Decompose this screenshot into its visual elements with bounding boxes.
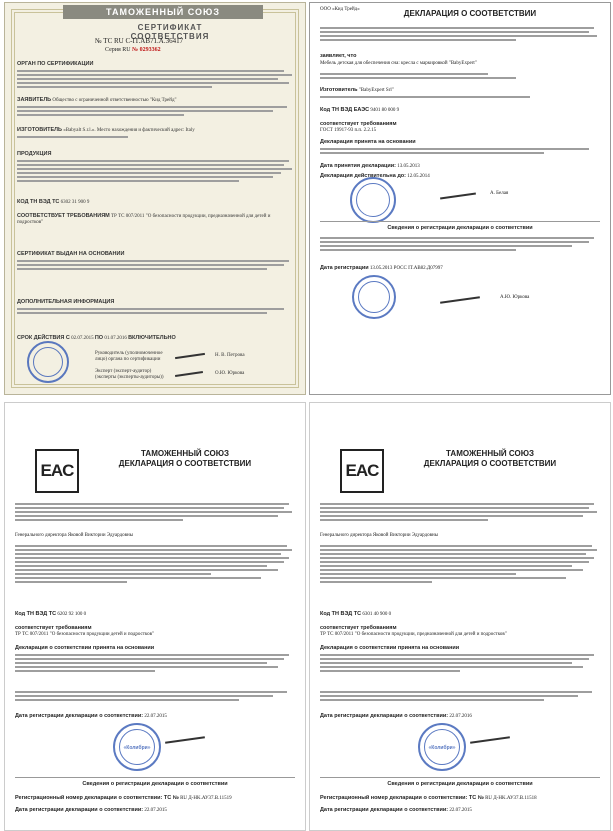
code-section: Код ТН ВЭД ТС 6301 40 900 0: [320, 611, 392, 617]
organ-section: ОРГАН ПО СЕРТИФИКАЦИИ: [17, 61, 295, 90]
valid-section: Декларация действительна до: 12.05.2014: [320, 173, 430, 179]
declaration-title: ТАМОЖЕННЫЙ СОЮЗ ДЕКЛАРАЦИЯ О СООТВЕТСТВИИ: [423, 449, 557, 468]
declaration-right: [309, 402, 611, 831]
registration-header: Сведения о регистрации декларации о соответствии: [82, 781, 228, 787]
extra-info-section: ДОПОЛНИТЕЛЬНАЯ ИНФОРМАЦИЯ: [17, 299, 295, 316]
company-stamp: «Колибри»: [113, 723, 161, 771]
standard-section: соответствует требованиям ГОСТ 19917-93 п.п. 2.2.15: [320, 121, 397, 133]
basis-section: Декларация принята на основании: [320, 139, 600, 156]
maker-section: Изготовитель "BabyExpert Srl": [320, 87, 600, 100]
issued-section: СЕРТИФИКАТ ВЫДАН НА ОСНОВАНИИ: [17, 251, 295, 272]
registration-number: Регистрационный номер декларации о соответствии: ТС № RU Д-HK.АУ37.В.11518: [320, 795, 537, 801]
signer-name: А. Белая: [490, 191, 509, 196]
signature: [165, 736, 205, 744]
company-stamp: «Колибри»: [418, 723, 466, 771]
signature: [440, 193, 476, 200]
basis-section: Декларация о соответствии принята на основании: [320, 645, 600, 674]
declaration-of-conformity: [309, 2, 611, 395]
applicant-name: Генерального директора Яковой Виктории Эдуардовны: [320, 533, 439, 538]
registration-date: Дата регистрации декларации о соответствии: 22.07.2015: [15, 807, 167, 813]
product-block: [15, 543, 295, 585]
company-stamp: [350, 177, 396, 223]
declaration-title: ДЕКЛАРАЦИЯ О СООТВЕТСТВИИ: [403, 9, 537, 18]
standard-section: соответствует требованиям ТР ТС 007/2011 "О безопасности продукции детей и подростков": [15, 625, 155, 637]
expert-name: О.Ю. Юркова: [215, 371, 245, 376]
eac-logo: EAC: [35, 449, 79, 493]
signature: [470, 736, 510, 744]
official-stamp: [27, 341, 69, 383]
declaration-title: ТАМОЖЕННЫЙ СОЮЗ ДЕКЛАРАЦИЯ О СООТВЕТСТВИИ: [118, 449, 252, 468]
date-section: Дата регистрации декларации о соответствии: 22.07.2016: [320, 713, 472, 719]
code-section: КОД ТН ВЭД ТС 6302 31 900 9: [17, 199, 90, 205]
registration-header: Сведения о регистрации декларации о соответствии: [387, 781, 533, 787]
divider: [15, 777, 295, 778]
registration-date: Дата регистрации 13.05.2013 РОСС IT.АВ82.Д07997: [320, 265, 443, 271]
eac-logo: EAC: [340, 449, 384, 493]
applicant-block: [15, 501, 295, 523]
date-section: Дата регистрации декларации о соответствии: 22.07.2015: [15, 713, 167, 719]
applicant-block: [320, 501, 600, 523]
divider: [320, 777, 600, 778]
certificate-header: ТАМОЖЕННЫЙ СОЮЗ: [63, 5, 263, 19]
certificate-subheader: СЕРТИФИКАТ СООТВЕТСТВИЯ: [130, 23, 210, 41]
certificate-of-conformity: [4, 2, 306, 395]
expert-name: А.Ю. Юркова: [500, 295, 530, 300]
product-block: [320, 543, 600, 585]
maker-section: ИЗГОТОВИТЕЛЬ «Babyalt S.r.l.». Место нахождения и фактический адрес: Italy: [17, 127, 295, 140]
applicant-name: Генерального директора Яковой Виктории Эдуардовны: [15, 533, 134, 538]
registration-date: Дата регистрации декларации о соответствии: 22.07.2015: [320, 807, 472, 813]
product-details: [320, 71, 600, 81]
registration-details: [320, 235, 600, 253]
code-section: Код ТН ВЭД ТС 6202 92 100 0: [15, 611, 87, 617]
code-section: Код ТН ВЭД ЕАЭС 9401 80 000 9: [320, 107, 400, 113]
expert-label: Эксперт (эксперт-аудитор) (эксперты (эксперты-аудиторы)): [95, 369, 164, 380]
standard-section: СООТВЕТСТВУЕТ ТРЕБОВАНИЯМ ТР ТС 007/2011 "О безопасности продукции, предназначенной для детей и подростков": [17, 213, 271, 225]
extra-block: [320, 689, 600, 703]
company-name: ООО «Кид Трейд»: [320, 7, 360, 12]
extra-block: [15, 689, 295, 703]
registration-header: Сведения о регистрации декларации о соответствии: [387, 225, 533, 231]
company-details: [320, 25, 600, 43]
certificate-number: № TC RU C-IT.АВ71.А.36417: [95, 37, 184, 45]
registration-stamp: [352, 275, 396, 319]
declaration-left: [4, 402, 306, 831]
certificate-series: Серия RU № 0293362: [105, 47, 161, 53]
divider: [320, 221, 600, 222]
validity-section: СРОК ДЕЙСТВИЯ С 02.07.2015 ПО 01.07.2016 ВКЛЮЧИТЕЛЬНО: [17, 335, 176, 341]
head-name: Н. В. Петрова: [215, 353, 245, 358]
applicant-section: ЗАЯВИТЕЛЬ Общество с ограниченной ответственностью "Кид Трейд": [17, 97, 295, 118]
product-desc: Мебель детская для обеспечения сна: кресла с маркировкой "BabyExpert": [320, 61, 477, 66]
standard-section: соответствует требованиям ТР ТС 007/2011 "О безопасности продукции, предназначенной для детей и подростков": [320, 625, 507, 637]
basis-section: Декларация о соответствии принята на основании: [15, 645, 295, 674]
product-section: ПРОДУКЦИЯ: [17, 151, 295, 184]
head-label: Руководитель (уполномоченное лицо) органа по сертификации: [95, 351, 163, 362]
date-section: Дата принятия декларации: 13.05.2013: [320, 163, 420, 169]
applicant-label: заявляет, что: [320, 53, 357, 59]
registration-number: Регистрационный номер декларации о соответствии: ТС № RU Д-HK.АУ37.В.11519: [15, 795, 232, 801]
signature: [440, 296, 480, 304]
